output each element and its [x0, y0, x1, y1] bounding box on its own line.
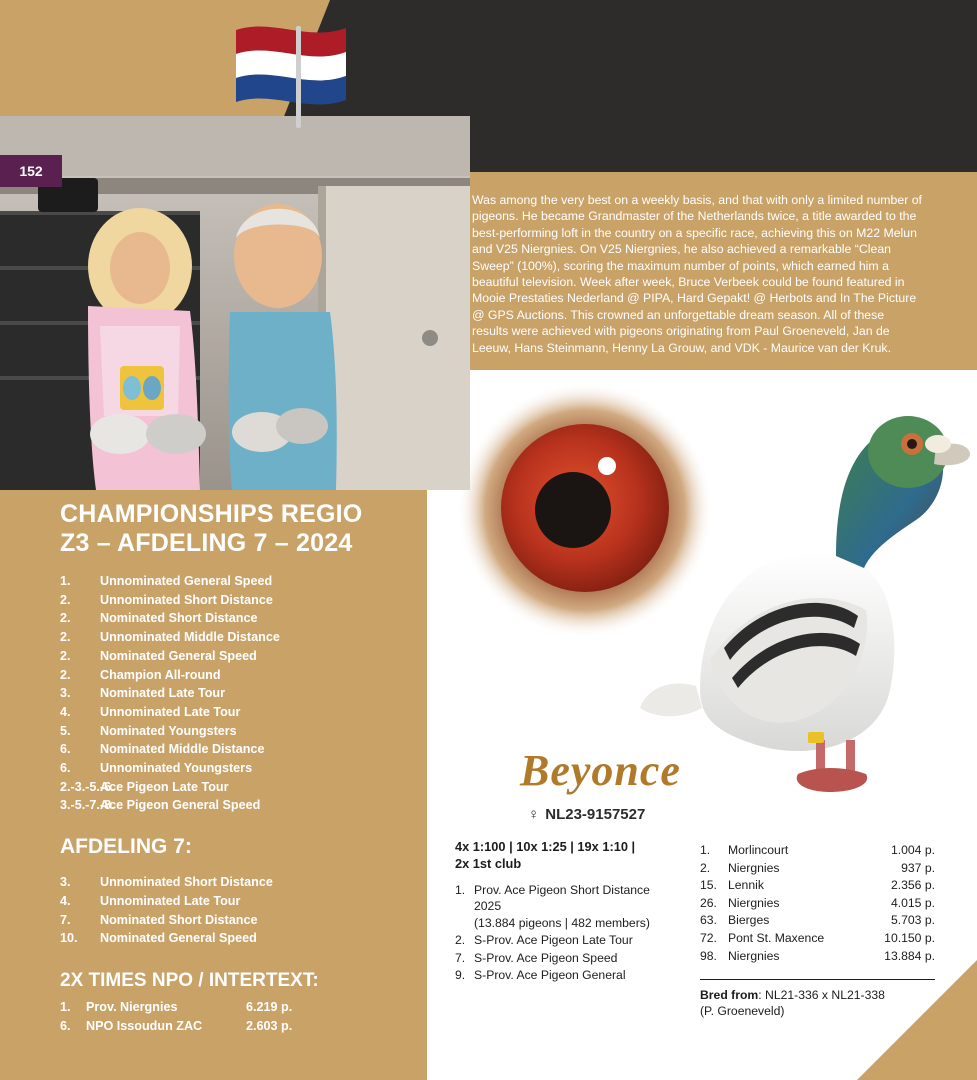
race-pigeons: 2.356 p. — [890, 878, 935, 893]
list-item — [60, 892, 430, 911]
list-item — [60, 873, 430, 892]
list-item — [60, 591, 430, 610]
list-item — [455, 950, 670, 966]
race-pigeons: 4.015 p. — [890, 895, 935, 910]
npo-title: 2X TIMES NPO / INTERTEXT: — [60, 969, 319, 991]
ring-number-text: NL23-9157527 — [545, 806, 646, 823]
pigeon-headline — [455, 838, 670, 872]
item-label: Unnominated Middle Distance — [100, 630, 280, 645]
race-pigeons: 5.703 p. — [890, 913, 935, 928]
item-label: Ace Pigeon General Speed — [100, 798, 261, 813]
list-item — [455, 882, 670, 931]
item-label: S-Prov. Ace Pigeon General — [474, 968, 626, 983]
page-number-tab: 152 — [0, 155, 62, 187]
item-label: Nominated Middle Distance — [100, 742, 265, 757]
item-label: Unnominated General Speed — [100, 574, 273, 588]
bred-sublabel: (P. Groeneveld) — [700, 1004, 785, 1019]
race-position: 98. — [700, 948, 717, 963]
flag-pole — [296, 26, 301, 128]
championships-title-line2: Z3 – AFDELING 7 – 2024 — [60, 529, 353, 557]
item-label: Nominated Short Distance — [100, 611, 258, 626]
pigeon-photo — [640, 360, 970, 830]
list-item — [60, 647, 430, 666]
pigeon-race-results — [700, 842, 935, 1019]
item-label: Unnominated Youngsters — [100, 761, 253, 776]
item-label: Nominated General Speed — [100, 931, 257, 946]
item-rank: 2. — [60, 667, 71, 682]
table-row — [700, 860, 935, 878]
bred-value: : NL21-336 x NL21-338 — [758, 988, 885, 1003]
item-rank: 6. — [60, 742, 71, 757]
item-rank: 2. — [455, 933, 466, 948]
item-rank: 2. — [60, 611, 71, 626]
item-label: Unnominated Late Tour — [100, 893, 241, 908]
bred-label: Bred from — [700, 988, 759, 1003]
item-points: 2.603 p. — [246, 1018, 293, 1033]
race-name: Niergnies — [728, 948, 780, 963]
race-position: 72. — [700, 930, 717, 945]
table-row — [700, 948, 935, 966]
item-rank: 3. — [60, 875, 71, 890]
item-rank: 2. — [60, 592, 71, 607]
bred-from — [700, 979, 935, 1019]
item-rank: 2. — [60, 630, 71, 645]
race-pigeons: 13.884 p. — [884, 948, 935, 963]
race-pigeons: 10.150 p. — [884, 930, 935, 945]
npo-list — [60, 998, 430, 1035]
item-rank: 2. — [60, 648, 71, 663]
list-item — [60, 703, 430, 722]
item-rank: 7. — [455, 950, 466, 965]
pigeon-ring-number — [528, 806, 645, 823]
race-name: Lennik — [728, 878, 764, 893]
afdeling-title: AFDELING 7: — [60, 835, 192, 859]
item-rank: 4. — [60, 704, 71, 719]
intro-paragraph: Was among the very best on a weekly basis, and that with only a limited number of pigeons. He became Grandmaster of the Netherlands twice, a title awarded to the best-performing loft in the country on a specific race, achieving this on M22 Melun and V25 Niergnies. On V25 Niergnies, he also achieved a remarkable “Clean Sweep” (100%), scoring the maximum number of points, which earned him a beautiful television. Week after week, Bruce Verbeek could be found featured in Mooie Prestaties Nederland @ PIPA, Hard Gepakt! @ Herbots and In The Picture @ GPS Auctions. This crowned an unforgettable dream season. All of these results were achieved with pigeons originating from Paul Groeneveld, Jan de Leeuw, Hans Steinmann, Henny La Grouw, and VDK - Maurice van der Kruk. — [472, 193, 922, 355]
item-rank: 4. — [60, 893, 71, 908]
race-pigeons: 937 p. — [901, 860, 935, 875]
list-item — [60, 796, 430, 815]
item-points: 6.219 p. — [246, 999, 293, 1014]
race-name: Pont St. Maxence — [728, 930, 825, 945]
item-label: S-Prov. Ace Pigeon Late Tour — [474, 933, 633, 948]
pigeon-name: Beyonce — [520, 746, 681, 795]
headline-line1: 4x 1:100 | 10x 1:25 | 19x 1:10 | — [455, 839, 636, 854]
pigeon-ace-results — [455, 838, 670, 984]
table-row — [700, 877, 935, 895]
item-rank: 1. — [60, 999, 71, 1014]
item-sublabel: (13.884 pigeons | 482 members) — [474, 915, 650, 930]
race-position: 26. — [700, 895, 717, 910]
item-label: Unnominated Short Distance — [100, 592, 273, 607]
list-item — [60, 740, 430, 759]
table-row — [700, 930, 935, 948]
item-label-wrap — [474, 882, 670, 931]
championships-section — [60, 500, 430, 1035]
table-row — [700, 895, 935, 913]
list-item — [60, 722, 430, 741]
item-rank: 3. — [60, 686, 71, 701]
netherlands-flag-icon — [228, 18, 378, 128]
list-item — [60, 911, 430, 930]
table-row — [700, 842, 935, 860]
item-label: Champion All-round — [100, 667, 221, 682]
item-rank: 1. — [455, 883, 466, 897]
list-item — [60, 609, 430, 628]
item-label: Prov. Ace Pigeon Short Distance 2025 — [474, 883, 650, 914]
race-pigeons: 1.004 p. — [890, 843, 935, 857]
list-item — [60, 572, 430, 591]
item-rank: 6. — [60, 1018, 71, 1033]
item-label: NPO Issoudun ZAC — [86, 1018, 203, 1033]
list-item — [455, 967, 670, 983]
list-item — [60, 628, 430, 647]
item-rank: 7. — [60, 912, 71, 927]
item-label: Nominated General Speed — [100, 648, 257, 663]
headline-line2: 2x 1st club — [455, 856, 522, 871]
item-label: Ace Pigeon Late Tour — [100, 779, 229, 794]
race-position: 2. — [700, 860, 711, 875]
item-rank: 10. — [60, 931, 78, 946]
race-name: Niergnies — [728, 860, 780, 875]
female-symbol-icon: ♀ — [528, 806, 540, 823]
list-item — [60, 1017, 430, 1036]
race-results-table — [700, 842, 935, 965]
list-item — [60, 778, 430, 797]
race-position: 63. — [700, 913, 717, 928]
race-name: Niergnies — [728, 895, 780, 910]
item-rank: 2.-3.-5.-6. — [60, 779, 115, 794]
item-label: Nominated Youngsters — [100, 723, 237, 738]
list-item — [60, 684, 430, 703]
championships-list — [60, 572, 430, 815]
item-rank: 9. — [455, 968, 466, 983]
item-label: Nominated Short Distance — [100, 912, 258, 927]
table-row — [700, 912, 935, 930]
ace-results-list — [455, 882, 670, 983]
list-item — [60, 666, 430, 685]
item-label: S-Prov. Ace Pigeon Speed — [474, 950, 618, 965]
race-position: 1. — [700, 843, 711, 857]
list-item — [455, 932, 670, 948]
item-rank: 1. — [60, 574, 71, 588]
list-item — [60, 759, 430, 778]
afdeling-list — [60, 873, 430, 948]
race-position: 15. — [700, 878, 717, 893]
championships-title — [60, 500, 430, 558]
item-label: Unnominated Short Distance — [100, 875, 273, 890]
item-label: Unnominated Late Tour — [100, 704, 241, 719]
item-label: Nominated Late Tour — [100, 686, 226, 701]
fancier-photo — [0, 116, 470, 490]
list-item — [60, 998, 430, 1017]
item-rank: 3.-5.-7.-8. — [60, 798, 115, 813]
list-item — [60, 929, 430, 948]
race-name: Bierges — [728, 913, 770, 928]
race-name: Morlincourt — [728, 843, 789, 857]
item-label: Prov. Niergnies — [86, 999, 178, 1014]
item-rank: 6. — [60, 761, 71, 776]
championships-title-line1: CHAMPIONSHIPS REGIO — [60, 500, 363, 528]
item-rank: 5. — [60, 723, 71, 738]
